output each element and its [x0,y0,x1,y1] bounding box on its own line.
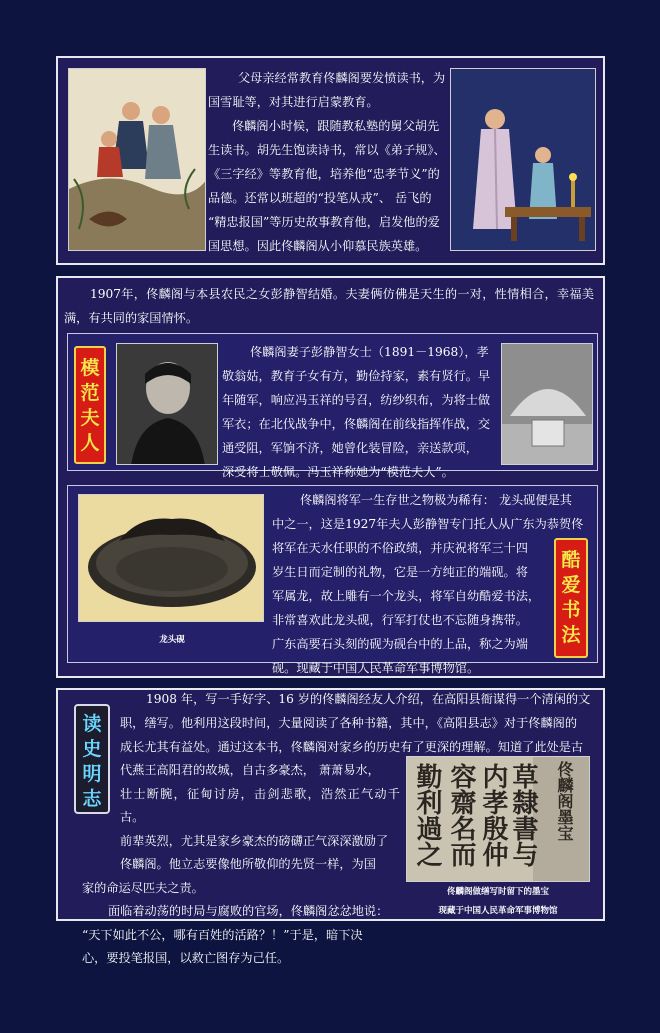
text-line: “精忠报国”等历史故事教育他，启发他的爱 [208,215,440,229]
panel-childhood [56,56,605,265]
marriage-intro: 1907年，佟麟阁与本县农民之女彭静智结婚。夫妻俩仿佛是天生的一对，性情相合，幸福美满，有共同的家国情怀。 [64,287,594,325]
text-line: 生读书。胡先生饱读诗书，常以《弟子规》、 [208,143,446,157]
calligraphy-title: 佟麟阁墨宝 [555,761,574,841]
text-line: 将军在天水任职的不俗政绩，并庆祝将军三十四 [272,541,528,555]
badge-char: 法 [561,624,581,646]
text-line: 心，要投笔报国，以救亡图存为己任。 [82,951,290,965]
panel-reading [56,688,605,965]
teacher-illustration [450,68,596,251]
text-line: “天下如此不公，哪有百姓的活路？！”于是，暗下决 [82,927,363,942]
text-line: 代燕王高阳君的故城，自古多豪杰， 萧萧易水， [120,763,380,777]
badge-char: 书 [561,599,581,621]
text-line: 壮士断腕，征甸讨房，击剑悲歌，浩然正气动千古。 [120,786,400,824]
text-line: 佟麟阁。他立志要像他所敬仰的先贤一样，为国 [120,857,376,871]
badge-char: 明 [82,763,102,785]
calligraphy-column: 勤利過之 [412,763,442,867]
text-line: 《三字经》等教育他，培养他“忠孝节义”的 [208,167,440,181]
text-line: 佟麟阁妻子彭静智女士（1891－1968），孝 [250,345,489,359]
text-line: 职，缮写。他利用这段时间，大量阅读了各种书籍，其中，《高阳县志》对于佟麟阁的 [120,716,578,730]
badge-char: 模 [80,357,100,379]
inkstone-photo [78,494,264,622]
text-line: 年随军，响应冯玉祥的号召，纺纱织布，为将士做 [222,393,491,407]
text-line: 1908 年，写一手好字、16 岁的佟麟阁经友人介绍，在高阳县衙谋得一个清闲的文 [146,692,591,706]
panel-marriage [56,276,605,678]
text-line: 面临着动荡的时局与腐败的官场，佟麟阁忿忿地说： [108,904,389,918]
text-line: 非常喜欢此龙头砚，行军打仗也不忘随身携带。 [272,613,528,627]
calligraphy-caption-2: 现藏于中国人民革命军事博物馆 [438,906,558,916]
text-line: 岁生日而定制的礼物，它是一方纯正的端砚。将 [272,565,528,579]
tomb-photo [501,343,593,465]
badge-char: 志 [82,788,102,810]
text-line: 品德。还常以班超的“投笔从戎”、 岳飞的 [208,191,432,205]
text-line: 砚。现藏于中国人民革命军事博物馆。 [272,661,480,675]
text-line: 佟麟阁小时候，跟随教私塾的舅父胡先 [232,119,440,133]
badge-char: 夫 [80,407,100,429]
wife-section [67,333,598,479]
reading-text-top [120,687,598,759]
text-line: 父母亲经常教育佟麟阁要发愤读书，为 [238,71,446,85]
calligraphy-column: 内孝殷仲 [478,763,508,867]
badge-char: 人 [80,432,100,454]
badge-char: 爱 [561,574,581,596]
calligraphy-column: 草隸書与 [508,763,538,867]
text-line: 家的命运尽匹夫之责。 [82,880,204,895]
text-line: 国思想。因此佟麟阁从小仰慕民族英雄。 [208,239,428,253]
badge-char: 酷 [561,549,581,571]
text-line: 军衣；在北伐战争中，佟麟阁在前线指挥作战，交 [222,417,491,431]
badge-calligraphy [554,538,588,658]
badge-char: 史 [82,738,102,760]
reading-text-bottom [64,759,400,971]
text-line: 敬翁姑，教育子女有方，勤俭持家，素有贤行。早 [222,369,491,383]
text-line: 中之一，这是1927年夫人彭静智专门托人从广东为恭贺佟 [272,517,584,531]
text-line: 广东高要石头刻的砚为砚台中的上品，称之为端 [272,637,528,651]
text-line: 军属龙，故上雕有一个龙头，将军自幼酷爱书法， [272,589,541,603]
text-line: 深受将士敬佩。冯玉祥称她为“模范夫人”。 [222,465,454,479]
text-line: 前辈英烈，尤其是家乡豪杰的磅礴正气深深激励了 [120,833,389,848]
badge-char: 读 [82,713,102,735]
text-line: 通受阻，军饷不济，她曾化装冒险，亲送款项， [222,441,478,455]
inkstone-section [67,485,598,675]
text-line: 国雪耻等，对其进行启蒙教育。 [208,95,379,109]
text-line: 佟麟阁将军一生存世之物极为稀有： 龙头砚便是其 [300,493,572,507]
childhood-text [208,66,446,258]
calligraphy-column: 容齋名而 [446,763,476,867]
childhood-painting [68,68,206,251]
badge-char: 范 [80,382,100,404]
inkstone-caption: 龙头砚 [159,635,185,645]
inkstone-text [272,488,588,680]
wife-text [222,340,497,484]
calligraphy-photo [406,756,590,882]
calligraphy-caption-1: 佟麟阁做缮写时留下的墨宝 [446,887,549,897]
badge-model-wife [74,346,106,464]
text-line: 成长尤其有益处。通过这本书，佟麟阁对家乡的历史有了更深的理解。知道了此处是古 [120,740,584,754]
wife-portrait [116,343,218,465]
